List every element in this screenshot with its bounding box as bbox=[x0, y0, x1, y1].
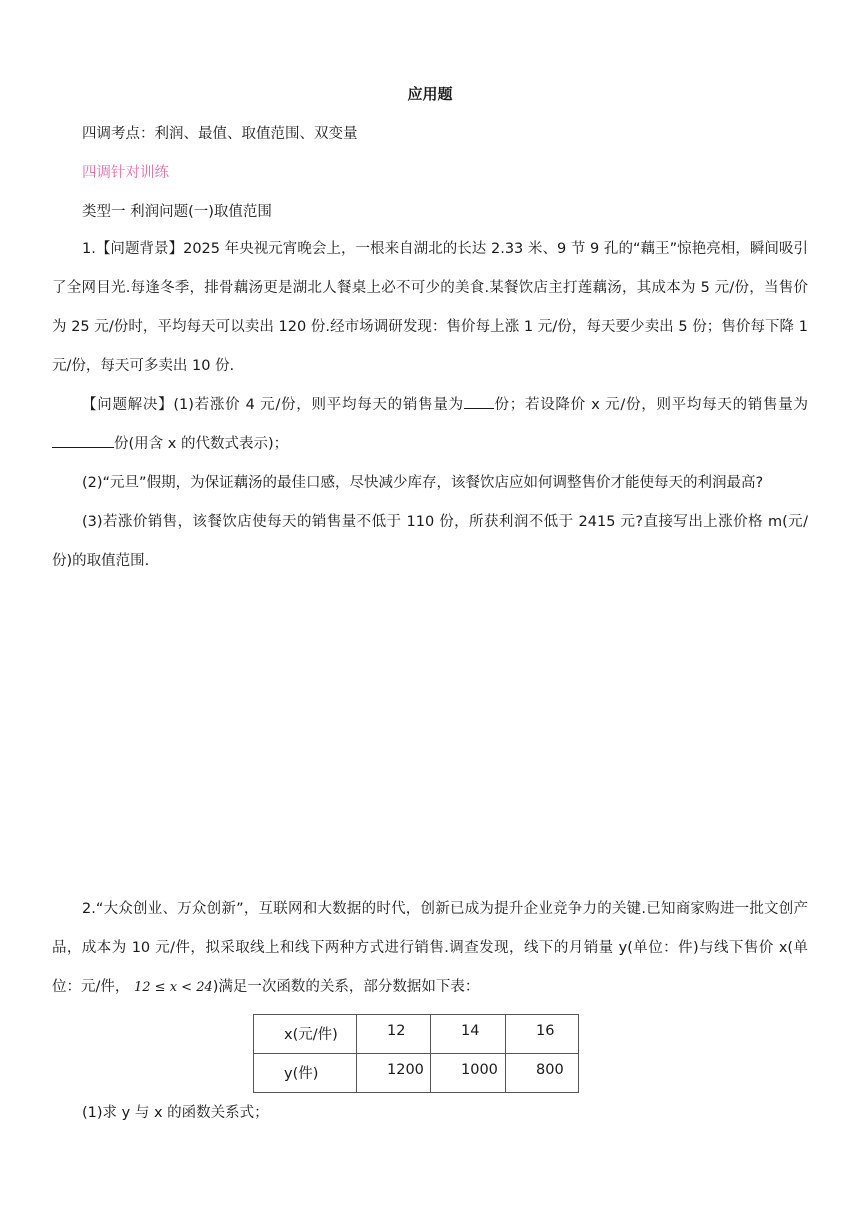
table-cell: 16 bbox=[536, 1023, 555, 1039]
q1-part3: (3)若涨价销售，该餐饮店使每天的销售量不低于 110 份，所获利润不低于 2415 元?直接写出上涨价格 m(元/份)的取值范围. bbox=[52, 514, 808, 569]
table-cell: 1000 bbox=[461, 1062, 498, 1078]
q2-part1: (1)求 y 与 x 的函数关系式； bbox=[82, 1105, 269, 1121]
type-heading: 类型一 利润问题(一)取值范围 bbox=[82, 204, 272, 220]
training-heading: 四调针对训练 bbox=[82, 165, 169, 181]
q1-part1-text-c: 份(用含 x 的代数式表示)； bbox=[114, 436, 289, 452]
table-cell: 14 bbox=[461, 1023, 480, 1039]
page-title: 应用题 bbox=[407, 85, 453, 103]
q1-part2: (2)“元旦”假期，为保证藕汤的最佳口感，尽快减少库存，该餐饮店应如何调整售价才能使每天的利润最高? bbox=[82, 475, 764, 491]
q1-part1 bbox=[52, 386, 808, 464]
q2-range-formula: 12 ≤ x < 24 bbox=[134, 980, 213, 995]
q1-part1-text-b: 份；若设降价 x 元/份，则平均每天的销售量为 bbox=[493, 397, 808, 413]
q1-background: 1.【问题背景】2025 年央视元宵晚会上，一根来自湖北的长达 2.33 米、9 节 9 孔的“藕王”惊艳亮相，瞬间吸引了全网目光.每逢冬季，排骨藕汤更是湖北人餐桌上必不可少的美食.某餐饮店主打莲藕汤，其成本为 5 元/份，当售价为 25 元/份时，平均每天可以卖出 120 份.经市场调研发现：售价每上涨 1 元/份，每天要少卖出 5 份；售价每下降 1 元/份，每天可多卖出 10 份. bbox=[52, 241, 808, 374]
q2-intro bbox=[52, 890, 808, 1007]
table-row bbox=[254, 1054, 579, 1093]
exam-points: 四调考点：利润、最值、取值范围、双变量 bbox=[82, 126, 358, 142]
answer-blank-1[interactable] bbox=[464, 394, 494, 409]
data-table bbox=[253, 1014, 579, 1093]
table-cell: 12 bbox=[387, 1023, 406, 1039]
q1-part1-text-a: 【问题解决】(1)若涨价 4 元/份，则平均每天的销售量为 bbox=[82, 397, 464, 413]
table-cell: 800 bbox=[536, 1062, 564, 1078]
q2-intro-text-b: )满足一次函数的关系，部分数据如下表： bbox=[212, 979, 480, 995]
table-row bbox=[254, 1015, 579, 1054]
table-cell: y(件) bbox=[284, 1066, 319, 1082]
table-cell: x(元/件) bbox=[284, 1027, 338, 1043]
table-cell: 1200 bbox=[387, 1062, 424, 1078]
q2-intro-text-a: 2.“大众创业、万众创新”，互联网和大数据的时代，创新已成为提升企业竞争力的关键.已知商家购进一批文创产品，成本为 10 元/件，拟采取线上和线下两种方式进行销售.调查发现，线下的月销量 y(单位：件)与线下售价 x(单位：元/件， bbox=[52, 901, 808, 995]
answer-blank-2[interactable] bbox=[52, 433, 114, 448]
